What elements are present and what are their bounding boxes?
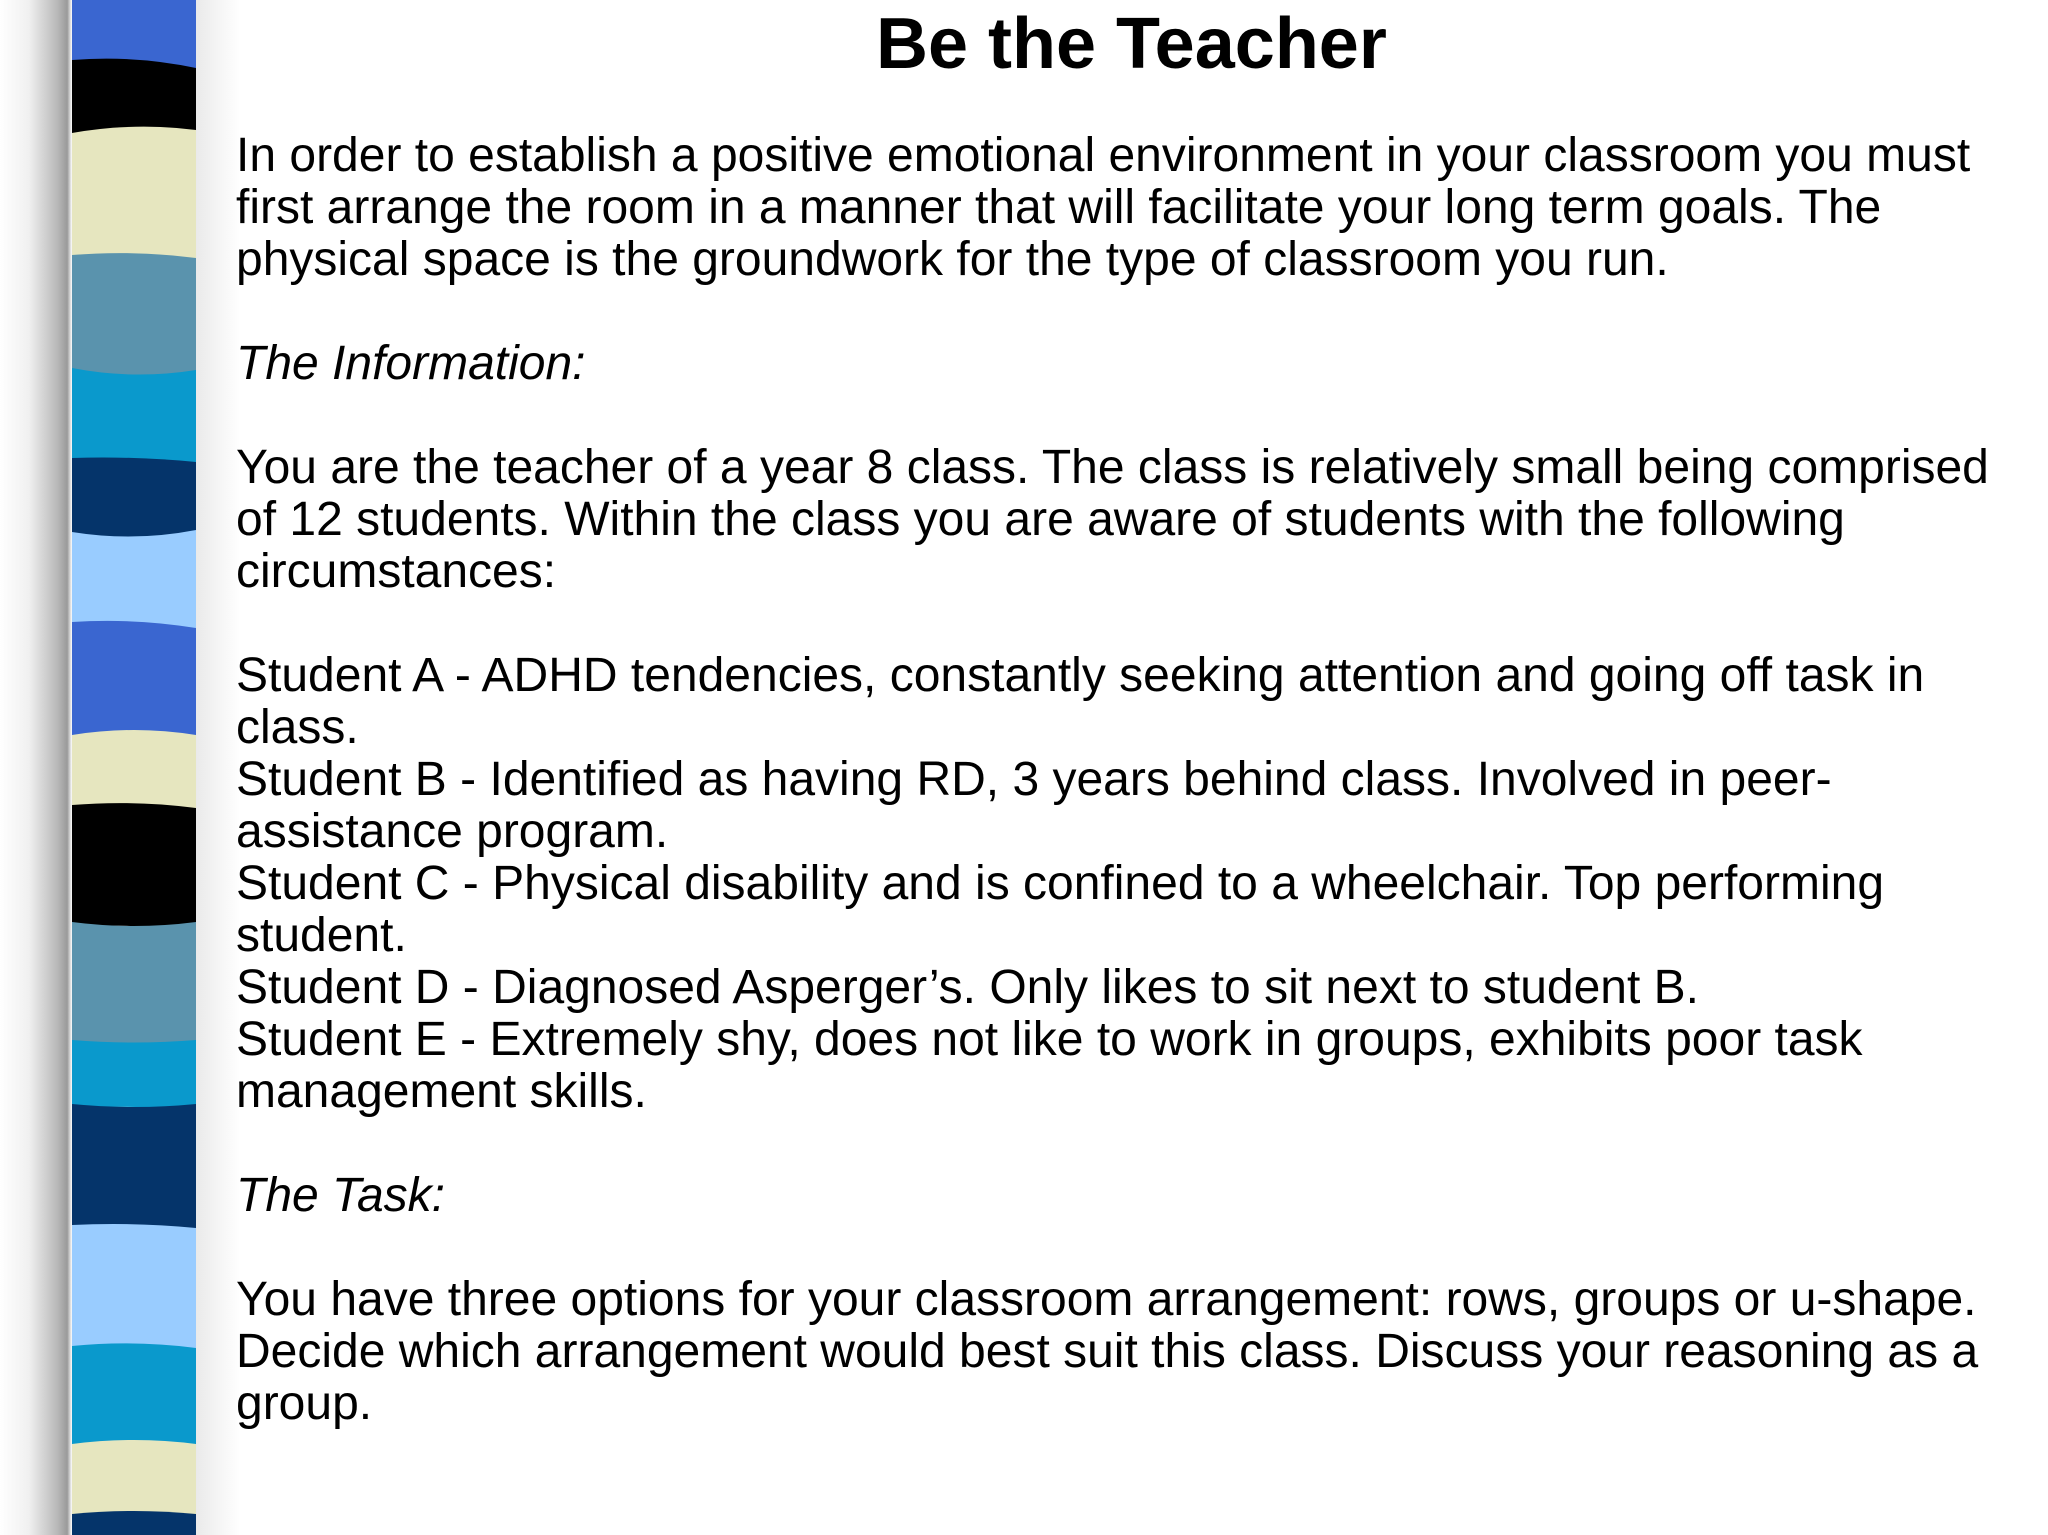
student-e-item: Student E - Extremely shy, does not like to work in groups, exhibits poor task management skills. xyxy=(236,1013,1863,1118)
intro-paragraph: In order to establish a positive emotional environment in your classroom you must first arrange the room in a manner that will facilitate your long term goals. The physical space is the groundwork for the type of classroom you run. xyxy=(236,129,1971,286)
stripe-navy-1 xyxy=(72,458,196,540)
student-c-item: Student C - Physical disability and is confined to a wheelchair. Top performing student. xyxy=(236,857,1885,962)
stripe-cream-1 xyxy=(72,127,196,262)
stripe-cyan-2 xyxy=(72,1040,196,1110)
student-a-item: Student A - ADHD tendencies, constantly seeking attention and going off task in class. xyxy=(236,649,1925,754)
stripe-steel-blue-1 xyxy=(72,253,196,375)
task-heading: The Task: xyxy=(236,1169,445,1222)
stripe-light-blue-2 xyxy=(72,1224,196,1352)
stripe-navy-3 xyxy=(72,1511,196,1535)
stripe-navy-2 xyxy=(72,1104,196,1235)
stripe-cyan-3 xyxy=(72,1343,196,1450)
stripe-black-2 xyxy=(72,803,196,932)
stripe-cream-2 xyxy=(72,730,196,808)
information-paragraph: You are the teacher of a year 8 class. The class is relatively small being comprised of 12 students. Within the class you are aware of students with the following circumstances: xyxy=(236,441,1989,598)
stripe-royal-blue-2 xyxy=(72,621,196,742)
stripe-steel-blue-2 xyxy=(72,922,196,1048)
task-paragraph: You have three options for your classroom arrangement: rows, groups or u-shape. Decide which arrangement would best suit this class. Discuss your reasoning as a group. xyxy=(236,1273,1979,1430)
stripe-cream-3 xyxy=(72,1440,196,1520)
stripe-light-blue-1 xyxy=(72,530,196,630)
slide-content xyxy=(236,0,2036,1535)
stripe-black-1 xyxy=(72,59,196,138)
student-d-item: Student D - Diagnosed Asperger’s. Only likes to sit next to student B. xyxy=(236,961,1699,1014)
student-b-item: Student B - Identified as having RD, 3 years behind class. Involved in peer-assistance program. xyxy=(236,753,1832,858)
slide-title: Be the Teacher xyxy=(876,4,1387,84)
slide-body xyxy=(236,130,2036,1430)
information-heading: The Information: xyxy=(236,337,586,390)
stripe-cyan-1 xyxy=(72,368,196,468)
decorative-stripe-bar xyxy=(72,0,196,1535)
